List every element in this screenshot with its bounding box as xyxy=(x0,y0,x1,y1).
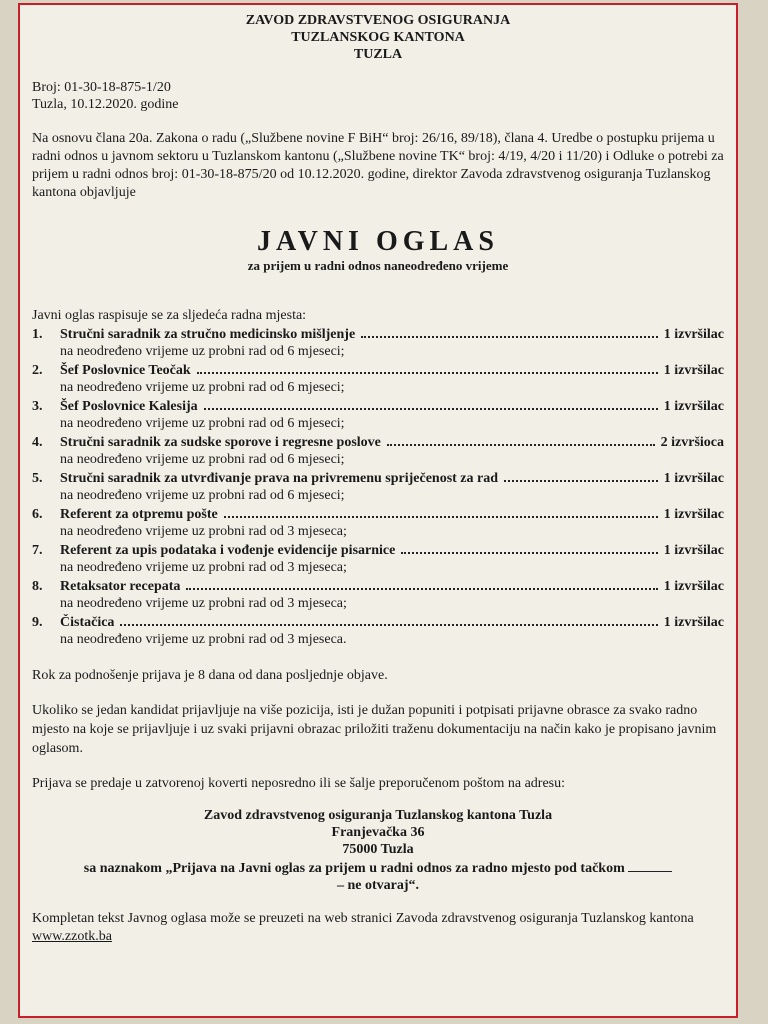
position-title: Šef Poslovnice Kalesija xyxy=(60,399,198,414)
newspaper-background-right xyxy=(738,0,768,1024)
address-line-1: Zavod zdravstvenog osiguranja Tuzlanskog kantona Tuzla xyxy=(203,808,553,823)
dotted-leader xyxy=(120,624,657,626)
document-meta xyxy=(32,79,724,113)
position-count: 1 izvršilac xyxy=(663,471,724,486)
position-terms: na neodređeno vrijeme uz probni rad od 3 mjeseca. xyxy=(60,632,347,647)
position-item xyxy=(32,398,724,434)
position-number: 1. xyxy=(32,327,43,342)
position-terms: na neodređeno vrijeme uz probni rad od 6 mjeseci; xyxy=(60,488,345,503)
footer-text: Kompletan tekst Javnog oglasa može se preuzeti na web stranici Zavoda zdravstvenog osiguranja Tuzlanskog kantona xyxy=(32,911,694,926)
position-number: 7. xyxy=(32,543,43,558)
notice-title: JAVNI OGLAS xyxy=(257,226,499,257)
position-title: Čistačica xyxy=(60,615,115,630)
mailing-address xyxy=(32,807,724,858)
issuer-line-3: TUZLA xyxy=(353,47,403,62)
position-terms: na neodređeno vrijeme uz probni rad od 6 mjeseci; xyxy=(60,344,345,359)
position-item xyxy=(32,434,724,470)
position-number: 3. xyxy=(32,399,43,414)
dotted-leader xyxy=(387,444,655,446)
dotted-leader xyxy=(186,588,657,590)
position-terms: na neodređeno vrijeme uz probni rad od 6 mjeseci; xyxy=(60,452,345,467)
notice-subtitle: za prijem u radni odnos naneodređeno vrijeme xyxy=(247,258,509,273)
position-item xyxy=(32,362,724,398)
position-number: 5. xyxy=(32,471,43,486)
footer-paragraph xyxy=(32,910,724,946)
issuer-line-2: TUZLANSKOG KANTONA xyxy=(291,30,465,45)
position-title: Referent za upis podataka i vođenje evidencije pisarnice xyxy=(60,543,396,558)
dotted-leader xyxy=(224,516,658,518)
position-terms: na neodređeno vrijeme uz probni rad od 3 mjeseca; xyxy=(60,560,347,575)
envelope-marking-line-2: – ne otvaraj“. xyxy=(336,878,420,893)
position-title: Referent za otpremu pošte xyxy=(60,507,218,522)
position-title: Stručni saradnik za utvrđivanje prava na privremenu spriječenost za rad xyxy=(60,471,499,486)
place-date: Tuzla, 10.12.2020. godine xyxy=(32,97,179,112)
envelope-marking xyxy=(32,860,724,894)
positions-list xyxy=(32,326,724,650)
position-terms: na neodređeno vrijeme uz probni rad od 6 mjeseci; xyxy=(60,416,345,431)
position-item xyxy=(32,542,724,578)
fill-in-blank xyxy=(628,871,672,872)
issuer-header xyxy=(32,12,724,63)
submission-paragraph: Prijava se predaje u zatvorenoj koverti neposredno ili se šalje preporučenom poštom na adresu: xyxy=(32,776,565,791)
legal-basis-paragraph: Na osnovu člana 20a. Zakona o radu („Službene novine F BiH“ broj: 26/16, 89/18), člana 4. Uredbe o postupku prijema u radni odnos u javnom sektoru u Tuzlanskom kantonu („Službene novine TK“ broj: 4/19, 4/20 i 11/20) i Odluke o potrebi za prijem u radni odnos broj: 01-30-18-875/20 od 10.12.2020. godine, direktor Zavoda zdravstvenog osiguranja Tuzlanskog kantona objavljuje xyxy=(32,131,724,200)
position-item xyxy=(32,578,724,614)
position-number: 6. xyxy=(32,507,43,522)
position-terms: na neodređeno vrijeme uz probni rad od 6 mjeseci; xyxy=(60,380,345,395)
position-count: 1 izvršilac xyxy=(663,579,724,594)
position-item xyxy=(32,506,724,542)
position-number: 4. xyxy=(32,435,43,450)
dotted-leader xyxy=(401,552,657,554)
position-terms: na neodređeno vrijeme uz probni rad od 3 mjeseca; xyxy=(60,596,347,611)
position-item xyxy=(32,470,724,506)
newspaper-background-left xyxy=(0,0,18,1024)
position-title: Stručni saradnik za sudske sporove i regresne poslove xyxy=(60,435,381,450)
address-line-2: Franjevačka 36 xyxy=(331,825,425,840)
deadline-paragraph: Rok za podnošenje prijava je 8 dana od dana posljednje objave. xyxy=(32,668,388,683)
multi-position-paragraph: Ukoliko se jedan kandidat prijavljuje na više pozicija, isti je dužan popuniti i potpisati prijavne obrasce za svako radno mjesto na koje se prijavljuje i uz svaki prijavni obrazac priložiti traženu dokumentaciju na način kako je propisano javnim oglasom. xyxy=(32,703,717,756)
dotted-leader xyxy=(504,480,658,482)
position-count: 1 izvršilac xyxy=(663,399,724,414)
position-number: 2. xyxy=(32,363,43,378)
envelope-marking-line-1: sa naznakom „Prijava na Javni oglas za prijem u radni odnos za radno mjesto pod tačkom xyxy=(83,861,625,876)
issuer-line-1: ZAVOD ZDRAVSTVENOG OSIGURANJA xyxy=(245,13,511,28)
position-number: 8. xyxy=(32,579,43,594)
position-count: 1 izvršilac xyxy=(663,507,724,522)
position-item xyxy=(32,614,724,650)
reference-number: Broj: 01-30-18-875-1/20 xyxy=(32,80,171,95)
dotted-leader xyxy=(197,372,658,374)
position-count: 1 izvršilac xyxy=(663,327,724,342)
position-terms: na neodređeno vrijeme uz probni rad od 3 mjeseca; xyxy=(60,524,347,539)
position-title: Šef Poslovnice Teočak xyxy=(60,363,191,378)
position-count: 1 izvršilac xyxy=(663,363,724,378)
positions-intro: Javni oglas raspisuje se za sljedeća radna mjesta: xyxy=(32,308,307,323)
position-count: 2 izvršioca xyxy=(660,435,724,450)
position-number: 9. xyxy=(32,615,43,630)
position-title: Stručni saradnik za stručno medicinsko mišljenje xyxy=(60,327,356,342)
address-line-3: 75000 Tuzla xyxy=(342,842,414,857)
job-notice xyxy=(18,3,738,1018)
website-link[interactable]: www.zzotk.ba xyxy=(32,929,112,944)
dotted-leader xyxy=(204,408,658,410)
position-count: 1 izvršilac xyxy=(663,615,724,630)
position-count: 1 izvršilac xyxy=(663,543,724,558)
position-title: Retaksator recepata xyxy=(60,579,181,594)
dotted-leader xyxy=(361,336,658,338)
position-item xyxy=(32,326,724,362)
